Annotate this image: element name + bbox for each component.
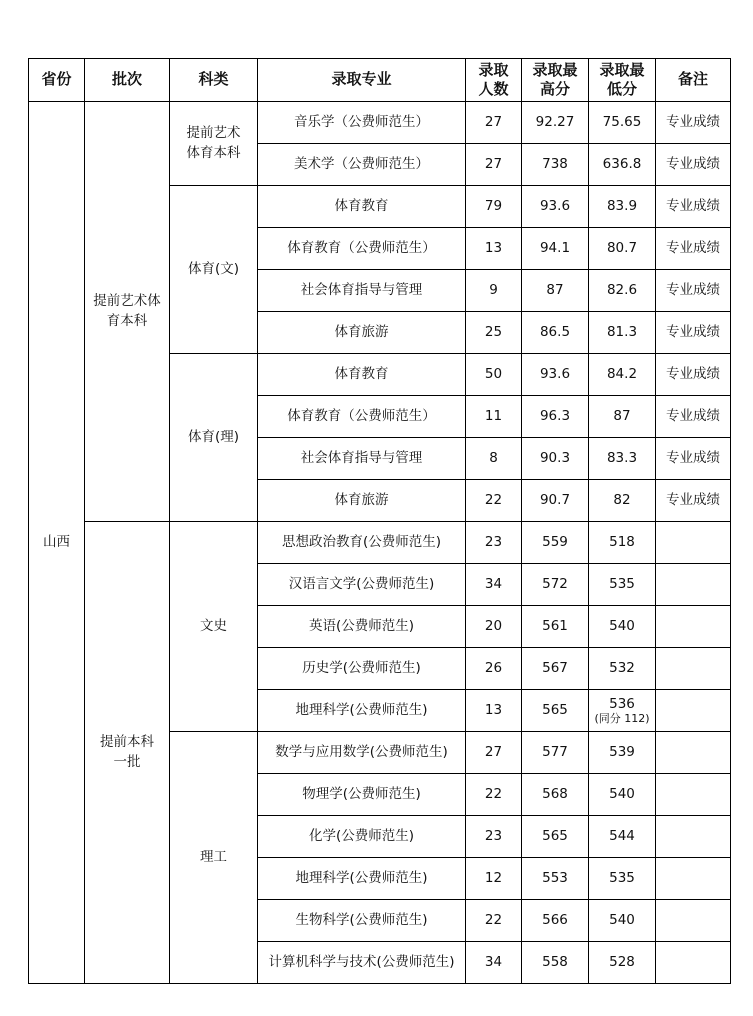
max-score-cell: 559	[522, 522, 589, 564]
min-score-value: 536	[609, 695, 635, 712]
major-cell: 体育旅游	[258, 312, 466, 354]
major-cell: 数学与应用数学(公费师范生)	[258, 732, 466, 774]
note-cell: 专业成绩	[656, 228, 731, 270]
min-score-value: 636.8	[602, 155, 642, 172]
table-row	[29, 522, 731, 564]
min-score-cell	[589, 396, 656, 438]
count-cell: 13	[466, 228, 522, 270]
category-cell: 体育(文)	[170, 186, 258, 354]
min-score-cell	[589, 774, 656, 816]
min-score-cell	[589, 942, 656, 984]
min-score-cell	[589, 606, 656, 648]
max-score-cell: 738	[522, 144, 589, 186]
max-score-cell: 93.6	[522, 186, 589, 228]
min-score-value: 540	[609, 617, 635, 634]
note-cell: 专业成绩	[656, 354, 731, 396]
note-cell	[656, 732, 731, 774]
category-cell: 体育(理)	[170, 354, 258, 522]
min-score-cell	[589, 816, 656, 858]
count-cell: 11	[466, 396, 522, 438]
major-cell: 物理学(公费师范生)	[258, 774, 466, 816]
major-cell: 体育教育（公费师范生）	[258, 228, 466, 270]
note-cell	[656, 564, 731, 606]
header-province: 省份	[29, 59, 85, 102]
min-score-value: 535	[609, 869, 635, 886]
note-cell: 专业成绩	[656, 270, 731, 312]
max-score-cell: 92.27	[522, 102, 589, 144]
max-score-cell: 96.3	[522, 396, 589, 438]
batch-cell: 提前本科 一批	[85, 522, 170, 984]
min-score-cell	[589, 522, 656, 564]
category-cell: 理工	[170, 732, 258, 984]
major-cell: 汉语言文学(公费师范生)	[258, 564, 466, 606]
major-cell: 化学(公费师范生)	[258, 816, 466, 858]
max-score-cell: 87	[522, 270, 589, 312]
max-score-cell: 90.3	[522, 438, 589, 480]
min-score-cell	[589, 102, 656, 144]
count-cell: 25	[466, 312, 522, 354]
count-cell: 27	[466, 732, 522, 774]
header-category: 科类	[170, 59, 258, 102]
min-score-value: 84.2	[606, 365, 638, 382]
count-cell: 50	[466, 354, 522, 396]
batch-cell: 提前艺术体 育本科	[85, 102, 170, 522]
min-score-value: 81.3	[606, 323, 638, 340]
header-min-score: 录取最 低分	[589, 59, 656, 102]
count-cell: 26	[466, 648, 522, 690]
note-cell	[656, 942, 731, 984]
major-cell: 音乐学（公费师范生）	[258, 102, 466, 144]
note-cell	[656, 522, 731, 564]
min-score-value: 544	[609, 827, 635, 844]
header-batch: 批次	[85, 59, 170, 102]
category-cell: 文史	[170, 522, 258, 732]
min-score-cell	[589, 438, 656, 480]
max-score-cell: 90.7	[522, 480, 589, 522]
min-score-value: 82.6	[606, 281, 638, 298]
header-row	[29, 59, 731, 102]
min-score-cell	[589, 690, 656, 732]
count-cell: 22	[466, 480, 522, 522]
min-score-cell	[589, 858, 656, 900]
min-score-cell	[589, 564, 656, 606]
max-score-cell: 565	[522, 690, 589, 732]
min-score-cell	[589, 900, 656, 942]
header-major: 录取专业	[258, 59, 466, 102]
major-cell: 英语(公费师范生)	[258, 606, 466, 648]
note-cell: 专业成绩	[656, 102, 731, 144]
min-score-cell	[589, 228, 656, 270]
min-score-cell	[589, 312, 656, 354]
min-score-value: 528	[609, 953, 635, 970]
note-cell	[656, 900, 731, 942]
max-score-cell: 566	[522, 900, 589, 942]
max-score-cell: 558	[522, 942, 589, 984]
major-cell: 社会体育指导与管理	[258, 270, 466, 312]
count-cell: 9	[466, 270, 522, 312]
major-cell: 地理科学(公费师范生)	[258, 858, 466, 900]
max-score-cell: 86.5	[522, 312, 589, 354]
min-score-value: 540	[609, 785, 635, 802]
count-cell: 27	[466, 144, 522, 186]
major-cell: 地理科学(公费师范生)	[258, 690, 466, 732]
major-cell: 体育旅游	[258, 480, 466, 522]
count-cell: 34	[466, 942, 522, 984]
note-cell	[656, 606, 731, 648]
min-score-value: 75.65	[602, 113, 642, 130]
note-cell: 专业成绩	[656, 480, 731, 522]
admission-table	[28, 58, 731, 984]
min-score-value: 83.9	[606, 197, 638, 214]
count-cell: 23	[466, 816, 522, 858]
count-cell: 8	[466, 438, 522, 480]
min-score-value: 540	[609, 911, 635, 928]
min-score-value: 80.7	[606, 239, 638, 256]
major-cell: 体育教育	[258, 186, 466, 228]
major-cell: 历史学(公费师范生)	[258, 648, 466, 690]
max-score-cell: 94.1	[522, 228, 589, 270]
min-score-value: 518	[609, 533, 635, 550]
max-score-cell: 553	[522, 858, 589, 900]
max-score-cell: 572	[522, 564, 589, 606]
count-cell: 13	[466, 690, 522, 732]
min-score-cell	[589, 732, 656, 774]
min-score-value: 535	[609, 575, 635, 592]
header-max-score: 录取最 高分	[522, 59, 589, 102]
count-cell: 22	[466, 774, 522, 816]
note-cell: 专业成绩	[656, 438, 731, 480]
min-score-cell	[589, 354, 656, 396]
count-cell: 79	[466, 186, 522, 228]
note-cell: 专业成绩	[656, 144, 731, 186]
max-score-cell: 565	[522, 816, 589, 858]
min-score-value: 82	[613, 491, 631, 508]
min-score-cell	[589, 480, 656, 522]
major-cell: 美术学（公费师范生）	[258, 144, 466, 186]
header-note: 备注	[656, 59, 731, 102]
note-cell	[656, 648, 731, 690]
max-score-cell: 577	[522, 732, 589, 774]
province-cell: 山西	[29, 102, 85, 984]
min-score-value: 539	[609, 743, 635, 760]
note-cell	[656, 858, 731, 900]
min-score-cell	[589, 648, 656, 690]
note-cell: 专业成绩	[656, 396, 731, 438]
min-score-cell	[589, 144, 656, 186]
max-score-cell: 561	[522, 606, 589, 648]
count-cell: 23	[466, 522, 522, 564]
major-cell: 体育教育	[258, 354, 466, 396]
major-cell: 社会体育指导与管理	[258, 438, 466, 480]
count-cell: 22	[466, 900, 522, 942]
major-cell: 生物科学(公费师范生)	[258, 900, 466, 942]
min-score-cell	[589, 186, 656, 228]
table-row	[29, 102, 731, 144]
count-cell: 34	[466, 564, 522, 606]
max-score-cell: 567	[522, 648, 589, 690]
max-score-cell: 568	[522, 774, 589, 816]
major-cell: 思想政治教育(公费师范生)	[258, 522, 466, 564]
min-score-note: (同分 112)	[594, 712, 650, 725]
note-cell	[656, 774, 731, 816]
header-count: 录取 人数	[466, 59, 522, 102]
major-cell: 计算机科学与技术(公费师范生)	[258, 942, 466, 984]
count-cell: 27	[466, 102, 522, 144]
major-cell: 体育教育（公费师范生）	[258, 396, 466, 438]
note-cell: 专业成绩	[656, 186, 731, 228]
count-cell: 12	[466, 858, 522, 900]
note-cell	[656, 690, 731, 732]
note-cell	[656, 816, 731, 858]
min-score-value: 532	[609, 659, 635, 676]
count-cell: 20	[466, 606, 522, 648]
min-score-value: 87	[613, 407, 631, 424]
max-score-cell: 93.6	[522, 354, 589, 396]
min-score-cell	[589, 270, 656, 312]
note-cell: 专业成绩	[656, 312, 731, 354]
category-cell: 提前艺术 体育本科	[170, 102, 258, 186]
min-score-value: 83.3	[606, 449, 638, 466]
